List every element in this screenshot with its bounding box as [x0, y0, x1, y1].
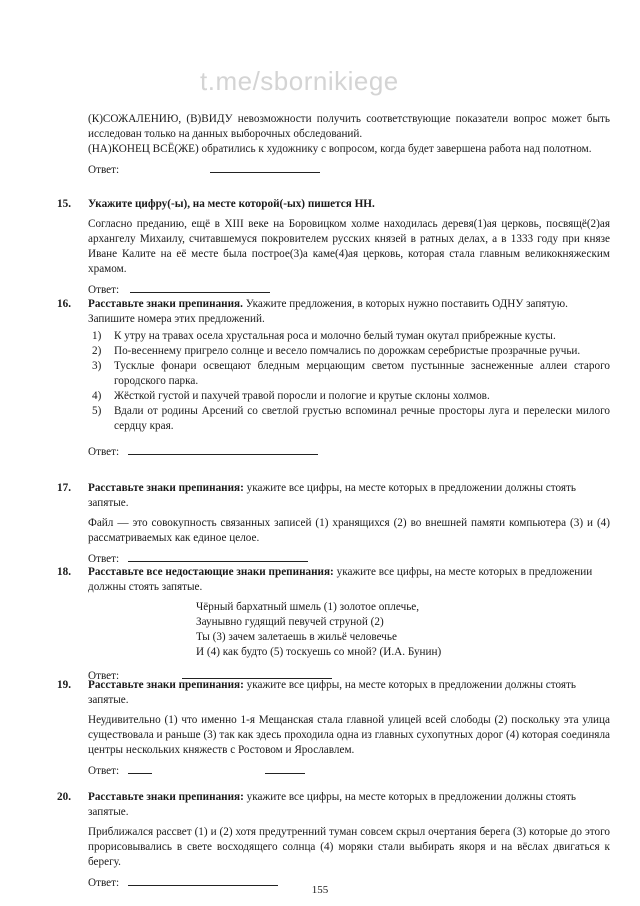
task-body [88, 678, 610, 779]
task-number: 20. [57, 791, 71, 803]
intro-line: (К)СОЖАЛЕНИЮ, (В)ВИДУ невозможности получить соответствующие показатели вопрос может быть исследован только на данных выборочных обследований. [88, 113, 610, 140]
intro-line: (НА)КОНЕЦ ВСЁ(ЖЕ) обратились к художнику с вопросом, когда будет завершена работа над полотном. [88, 143, 592, 155]
answer-row [88, 161, 610, 178]
answer-row [88, 762, 610, 779]
task-title: Расставьте знаки препинания: укажите все цифры, на месте которых в предложении должны стоять запятые. [88, 679, 577, 706]
answer-label: Ответ: [88, 446, 120, 458]
task-body [88, 481, 610, 567]
task-number: 19. [57, 679, 71, 691]
answer-label: Ответ: [88, 553, 120, 565]
poem-line: Чёрный бархатный шмель (1) золотое оплечье, [196, 601, 420, 613]
poem-line: Заунывно гудящий певучей струной (2) [196, 616, 384, 628]
task-number: 15. [57, 198, 71, 210]
answer-line[interactable] [210, 161, 320, 173]
answer-line[interactable] [128, 443, 318, 455]
task-title: Укажите цифру(-ы), на месте которой(-ых) пишется НН. [88, 198, 375, 210]
option-item: 2) По-весеннему пригрело солнце и весело помчались по дорожкам серебристые прозрачные ручьи. [92, 345, 581, 357]
option-item: 1) К утру на травах осела хрустальная роса и молочно белый туман окутал прибрежные кусты. [92, 330, 556, 342]
task-title: Расставьте все недостающие знаки препинания: укажите все цифры, на месте которых в предложении должны стоять запятые. [88, 566, 593, 593]
answer-label: Ответ: [88, 284, 120, 296]
task-text: Согласно преданию, ещё в XIII веке на Боровицком холме находилась деревя(1)ая церковь, посвящё(2)ая архангелу Михаилу, считавшемуся покровителем русских князей в ратных делах, а в 1333 году при князе Иване Калите на её месте была построе(3)а каме(4)ая церковь, которая стала главным великокняжеским храмом. [88, 218, 610, 275]
task-number: 18. [57, 566, 71, 578]
task-text: Приближался рассвет (1) и (2) хотя предутренний туман совсем скрыл очертания берега (3) которые до этого прорисовывались в свете восходящего солнца (4) моряки стали выбирать якоря и на вёслах двигаться к берегу. [88, 826, 610, 868]
answer-line[interactable] [128, 550, 308, 562]
page-number: 155 [311, 884, 329, 896]
task-body [88, 565, 610, 684]
task-text: Неудивительно (1) что именно 1-я Мещанская стала главной улицей всей слободы (2) поскольку эта улица существовала и раньше (3) так как здесь проходила одна из главных сухопутных дорог (4) которая соединяла центры нескольких княжеств с Ростовом и Ярославлем. [88, 714, 610, 756]
option-item: 4) Жёсткой густой и пахучей травой поросли и пологие и крутые склоны холмов. [92, 390, 490, 402]
poem-line: И (4) как будто (5) тоскуешь со мной? (И.А. Бунин) [196, 646, 442, 658]
poem-block [196, 600, 610, 660]
answer-label: Ответ: [88, 877, 120, 889]
task-title: Расставьте знаки препинания: укажите все цифры, на месте которых в предложении должны стоять запятые. [88, 791, 577, 818]
task-text: Файл — это совокупность связанных записей (1) хранящихся (2) во внешней памяти компьютера (3) и (4) рассматриваемых как единое целое. [88, 517, 610, 544]
watermark: t.me/sbornikiege [200, 66, 399, 96]
answer-line[interactable] [265, 762, 305, 774]
option-item: 5) Вдали от родины Арсений со светлой грустью вспоминал речные просторы луга и перелески милого сердцу края. [92, 405, 610, 432]
poem-line: Ты (3) зачем залетаешь в жильё человечье [196, 631, 397, 643]
task-body [88, 197, 610, 298]
answer-label: Ответ: [88, 164, 120, 176]
task-body [88, 297, 610, 460]
option-item: 3) Тусклые фонари освещают бледным мерцающим светом пустынные заснеженные аллеи старого городского парка. [92, 360, 610, 387]
answer-line[interactable] [128, 762, 152, 774]
answer-line[interactable] [130, 281, 270, 293]
task-title: Расставьте знаки препинания. Укажите предложения, в которых нужно поставить ОДНУ запятую. Запишите номера этих предложений. [88, 298, 568, 325]
options-list [88, 329, 610, 434]
intro-block [88, 112, 610, 178]
task-body [88, 790, 610, 891]
answer-label: Ответ: [88, 765, 120, 777]
answer-label: Ответ: [88, 670, 120, 682]
answer-row [88, 281, 610, 298]
task-number: 16. [57, 298, 71, 310]
task-number: 17. [57, 482, 71, 494]
task-title: Расставьте знаки препинания: укажите все цифры, на месте которых в предложении должны стоять запятые. [88, 482, 577, 509]
answer-row [88, 443, 610, 460]
